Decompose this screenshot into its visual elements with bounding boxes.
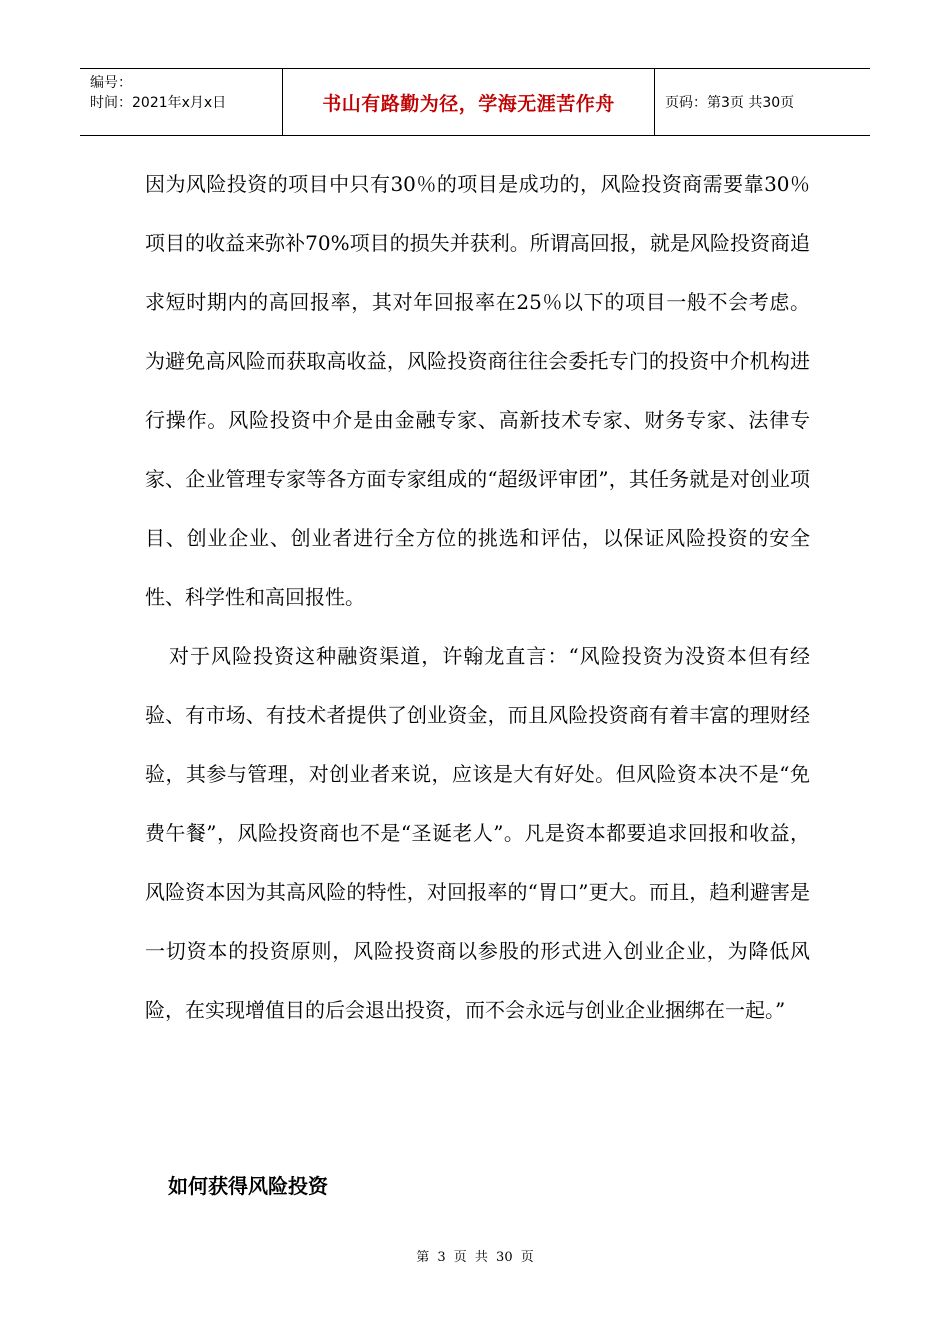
body-paragraph: 对于风险投资这种融资渠道，许翰龙直言：“风险投资为没资本但有经验、有市场、有技术者提供了创业资金，而且风险投资商有着丰富的理财经验，其参与管理，对创业者来说，应该是大有好处。但风险资本决不是“免费午餐”，风险投资商也不是“圣诞老人”。凡是资本都要追求回报和收益，风险资本因为其高风险的特性，对回报率的“胃口”更大。而且，趋利避害是一切资本的投资原则，风险投资商以参股的形式进入创业企业，为降低风险，在实现增值目的后会退出投资，而不会永远与创业企业捆绑在一起。” <box>145 644 810 1022</box>
header-page-info: 页码：第3页 共30页 <box>665 95 795 111</box>
header-meta <box>80 69 283 135</box>
body-paragraph: 因为风险投资的项目中只有30％的项目是成功的，风险投资商需要靠30％项目的收益来弥补70%项目的损失并获利。所谓高回报，就是风险投资商追求短时期内的高回报率，其对年回报率在25％以下的项目一般不会考虑。为避免高风险而获取高收益，风险投资商往往会委托专门的投资中介机构进行操作。风险投资中介是由金融专家、高新技术专家、财务专家、法律专家、企业管理专家等各方面专家组成的“超级评审团”，其任务就是对创业项目、创业企业、创业者进行全方位的挑选和评估，以保证风险投资的安全性、科学性和高回报性。 <box>145 172 810 609</box>
document-number-label: 编号： <box>90 75 132 91</box>
document-body <box>145 155 810 1040</box>
header-motto: 书山有路勤为径，学海无涯苦作舟 <box>283 69 655 135</box>
document-date: 时间：2021年x月x日 <box>90 95 227 111</box>
page-header <box>80 68 870 136</box>
page-footer: 第 3 页 共 30 页 <box>416 1250 534 1265</box>
section-heading: 如何获得风险投资 <box>168 1174 328 1198</box>
